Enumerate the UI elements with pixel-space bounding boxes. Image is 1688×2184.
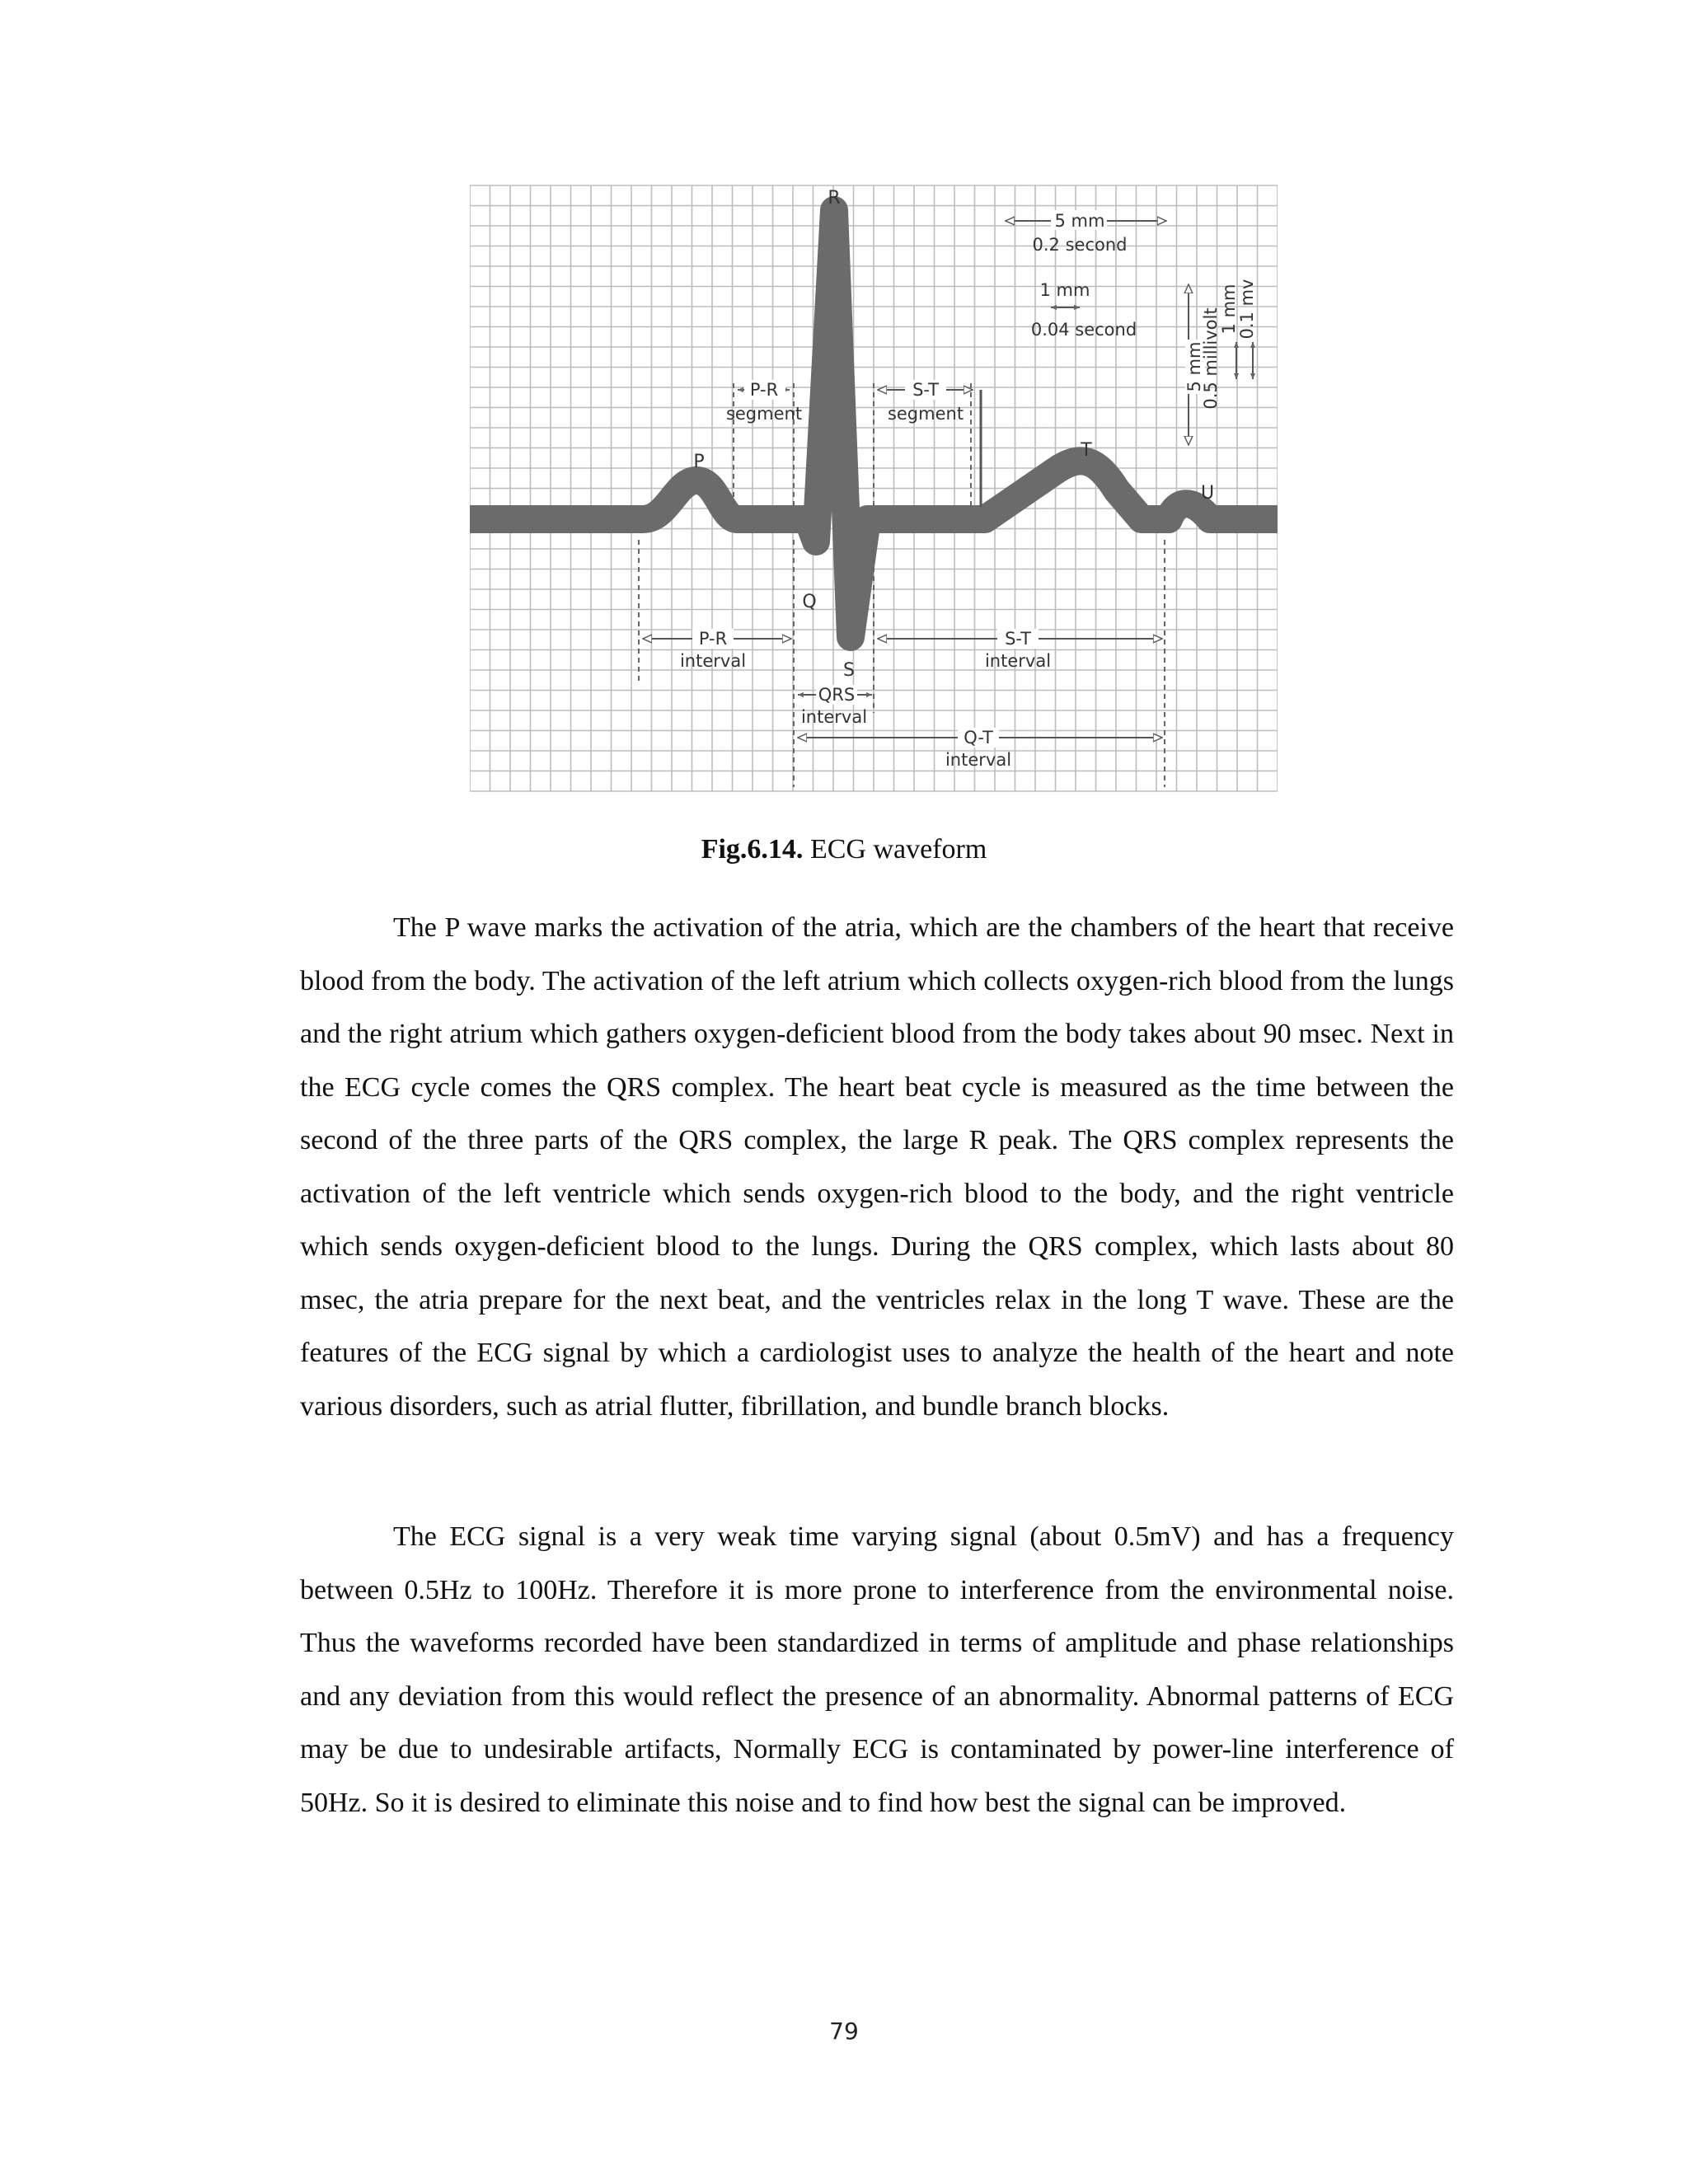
annotation-labels <box>680 210 1257 770</box>
st-segment-line2: segment <box>887 404 964 424</box>
point-04-second: 0.04 second <box>1030 320 1137 340</box>
page-number: 79 <box>829 2018 859 2045</box>
label-q: Q <box>802 592 817 612</box>
body-paragraph-2: The ECG signal is a very weak time varying signal (about 0.5mV) and has a frequency between 0.5Hz to 100Hz. Therefore it is more prone to interference from the environmental noise. Thus the waveforms recorded have been standardized in terms of amplitude and phase relationships and any deviation from this would reflect the presence of an abnormality. Abnormal patterns of ECG may be due to undesirable artifacts, Normally ECG is contaminated by power-line interference of 50Hz. So it is desired to eliminate this noise and to find how best the signal can be improved. <box>300 1521 1454 1818</box>
point-one-mv: 0.1 mv <box>1237 279 1257 340</box>
one-mm-vertical: 1 mm <box>1219 284 1239 335</box>
st-interval-line1: S-T <box>1005 629 1031 649</box>
pr-interval-line1: P-R <box>698 629 728 649</box>
st-segment-line1: S-T <box>912 380 939 400</box>
five-mm-horizontal: 5 mm <box>1054 211 1105 231</box>
qt-interval-line1: Q-T <box>964 728 993 748</box>
label-r: R <box>828 188 841 209</box>
pr-segment-line2: segment <box>725 404 803 424</box>
label-s: S <box>843 660 855 681</box>
qt-interval-line2: interval <box>945 750 1012 770</box>
caption-label: Fig.6.14. <box>701 834 804 865</box>
point-two-second: 0.2 second <box>1032 235 1128 255</box>
ecg-waveform-figure <box>470 177 1278 795</box>
caption-text: ECG waveform <box>803 834 987 865</box>
qrs-interval-line2: interval <box>800 707 868 727</box>
st-interval-line2: interval <box>984 651 1052 671</box>
qrs-interval-line1: QRS <box>818 685 856 705</box>
half-millivolt: 0.5 millivolt <box>1201 307 1221 410</box>
label-t: T <box>1081 440 1092 461</box>
label-p: P <box>693 452 705 472</box>
five-mm-vertical: 5 mm <box>1184 341 1204 392</box>
pr-segment-line1: P-R <box>749 380 779 400</box>
pr-interval-line2: interval <box>679 651 747 671</box>
figure-caption <box>0 834 1688 865</box>
body-paragraph-1: The P wave marks the activation of the atria, which are the chambers of the heart that receive blood from the body. The activation of the left atrium which collects oxygen-rich blood from the lungs and the right atrium which gathers oxygen-deficient blood from the body takes about 90 msec. Next in the ECG cycle comes the QRS complex. The heart beat cycle is measured as the time between the second of the three parts of the QRS complex, the large R peak. The QRS complex represents the activation of the left ventricle which sends oxygen-rich blood to the body, and the right ventricle which sends oxygen-deficient blood to the lungs. During the QRS complex, which lasts about 80 msec, the atria prepare for the next beat, and the ventricles relax in the long T wave. These are the features of the ECG signal by which a cardiologist uses to analyze the health of the heart and note various disorders, such as atrial flutter, fibrillation, and bundle branch blocks. <box>300 912 1454 1422</box>
one-mm-horizontal: 1 mm <box>1039 280 1090 300</box>
label-u: U <box>1200 483 1215 504</box>
ecg-grid <box>470 185 1278 791</box>
